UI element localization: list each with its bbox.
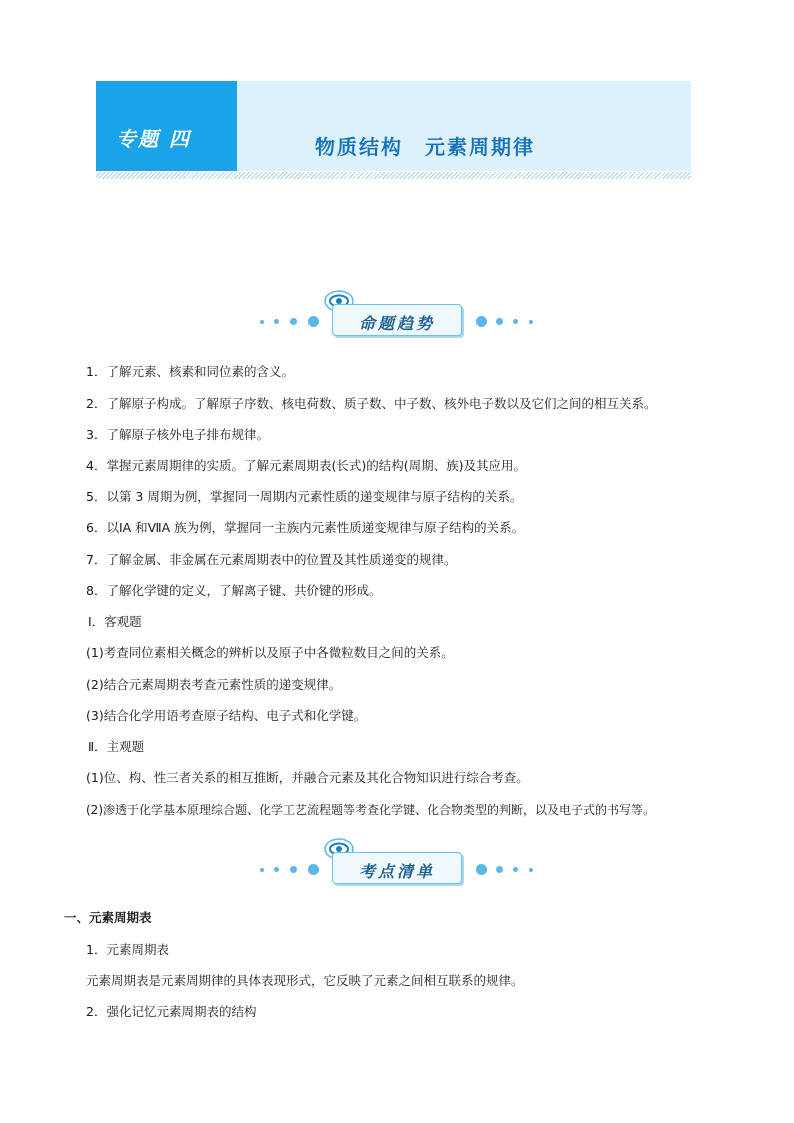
badge-box (332, 852, 462, 884)
objective-line: (2)结合元素周期表考查元素性质的递变规律。 (86, 677, 342, 692)
badge-dots-left (260, 864, 320, 876)
badge-label: 命题趋势 (358, 314, 435, 333)
badge-dots-left (260, 316, 320, 328)
chapter-tag-box (96, 81, 237, 171)
subsection-title: 1．元素周期表 (86, 942, 169, 957)
banner-hatch-divider (96, 172, 691, 179)
chapter-title: 物质结构 元素周期律 (315, 135, 535, 159)
question-type-heading: Ⅱ．主观题 (88, 739, 145, 754)
chapter-banner (96, 81, 691, 171)
badge-dots-right (476, 864, 536, 876)
objective-line: (1)位、构、性三者关系的相互推断，并融合元素及其化合物知识进行综合考查。 (86, 770, 529, 785)
badge-box (332, 304, 462, 336)
objective-line: 4．掌握元素周期律的实质。了解元素周期表(长式)的结构(周期、族)及其应用。 (86, 458, 526, 473)
paragraph: 元素周期表是元素周期律的具体表现形式，它反映了元素之间相互联系的规律。 (86, 973, 524, 988)
trend-section-badge (260, 290, 536, 334)
objective-line: (1)考查同位素相关概念的辨析以及原子中各微粒数目之间的关系。 (86, 645, 454, 660)
question-type-heading: Ⅰ．客观题 (88, 614, 142, 629)
objective-line: 6．以ⅠA 和ⅦA 族为例，掌握同一主族内元素性质递变规律与原子结构的关系。 (86, 520, 525, 535)
section-heading: 一、元素周期表 (64, 910, 152, 925)
chapter-title-box (237, 81, 691, 171)
objective-line: 8．了解化学键的定义，了解离子键、共价键的形成。 (86, 583, 382, 598)
badge-label: 考点清单 (358, 862, 435, 881)
objective-line: 2．了解原子构成。了解原子序数、核电荷数、质子数、中子数、核外电子数以及它们之间的相互关系。 (86, 396, 657, 411)
objective-line: (3)结合化学用语考查原子结构、电子式和化学键。 (86, 708, 367, 723)
objective-line: 3．了解原子核外电子排布规律。 (86, 427, 269, 442)
objective-line: 5．以第 3 周期为例，掌握同一周期内元素性质的递变规律与原子结构的关系。 (86, 489, 523, 504)
objective-line: (2)渗透于化学基本原理综合题、化学工艺流程题等考查化学键、化合物类型的判断，以及电子式的书写等。 (86, 803, 656, 817)
subsection-title: 2．强化记忆元素周期表的结构 (86, 1004, 257, 1019)
objective-line: 1．了解元素、核素和同位素的含义。 (86, 364, 294, 379)
chapter-tag: 专题 四 (116, 127, 191, 151)
badge-dots-right (476, 316, 536, 328)
objective-line: 7．了解金属、非金属在元素周期表中的位置及其性质递变的规律。 (86, 552, 457, 567)
list-section-badge (260, 838, 536, 882)
